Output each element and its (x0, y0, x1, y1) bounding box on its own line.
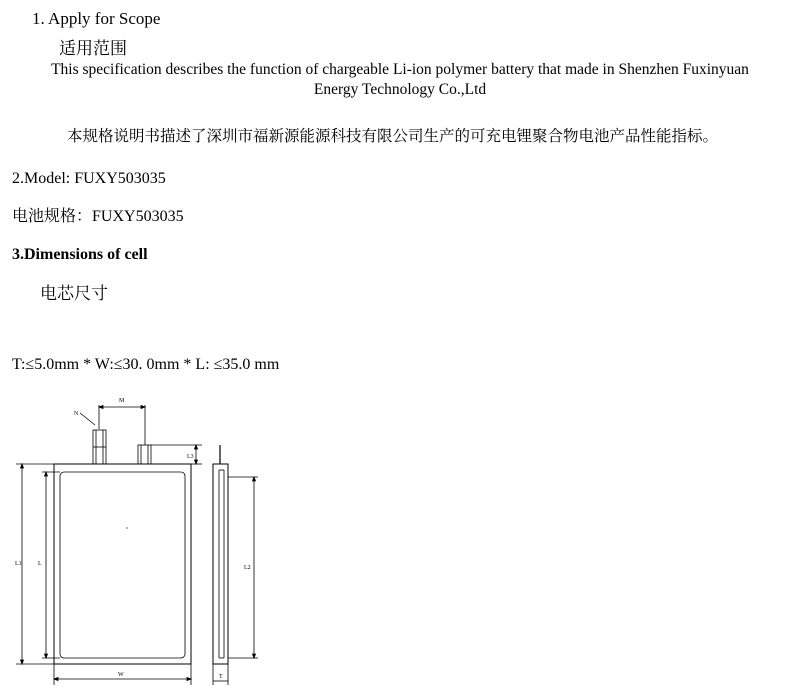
label-m: M (119, 398, 125, 404)
scope-text-line-1: This specification describes the function of chargeable Li-ion polymer battery that made in Shenzhen Fuxinyuan (51, 61, 749, 78)
label-l3: L3 (187, 454, 194, 460)
dimension-values: T:≤5.0mm * W:≤30. 0mm * L: ≤35.0 mm (12, 356, 280, 373)
dimension-n (74, 411, 95, 425)
label-l2: L2 (244, 565, 251, 571)
section-1-heading: 1. Apply for Scope (32, 9, 161, 28)
scope-text-cn: 本规格说明书描述了深圳市福新源能源科技有限公司生产的可充电锂聚合物电池产品性能指标。 (67, 127, 719, 145)
left-tab (93, 430, 106, 464)
dimension-t (213, 664, 228, 685)
right-tab (138, 445, 151, 464)
dimension-w (54, 664, 191, 685)
scope-text-line-2: Energy Technology Co.,Ltd (313, 81, 487, 98)
cell-dimension-drawing (0, 385, 800, 699)
model-line-cn: 电池规格：FUXY503035 (12, 208, 184, 225)
dimension-l2 (228, 477, 258, 658)
label-l1: L1 (15, 561, 22, 567)
dimensions-heading: 3.Dimensions of cell (12, 246, 148, 263)
dimension-l3 (151, 445, 202, 464)
section-1-heading-cn: 适用范围 (59, 39, 127, 59)
label-t: T (219, 674, 223, 680)
cell-side-view (213, 445, 228, 664)
label-n: N (74, 411, 79, 417)
model-line: 2.Model: FUXY503035 (12, 170, 166, 187)
dimension-l (38, 472, 60, 658)
label-l: L (38, 561, 42, 567)
cell-front-view (54, 430, 191, 664)
label-w: W (118, 672, 124, 678)
dimensions-heading-cn: 电芯尺寸 (40, 284, 108, 304)
